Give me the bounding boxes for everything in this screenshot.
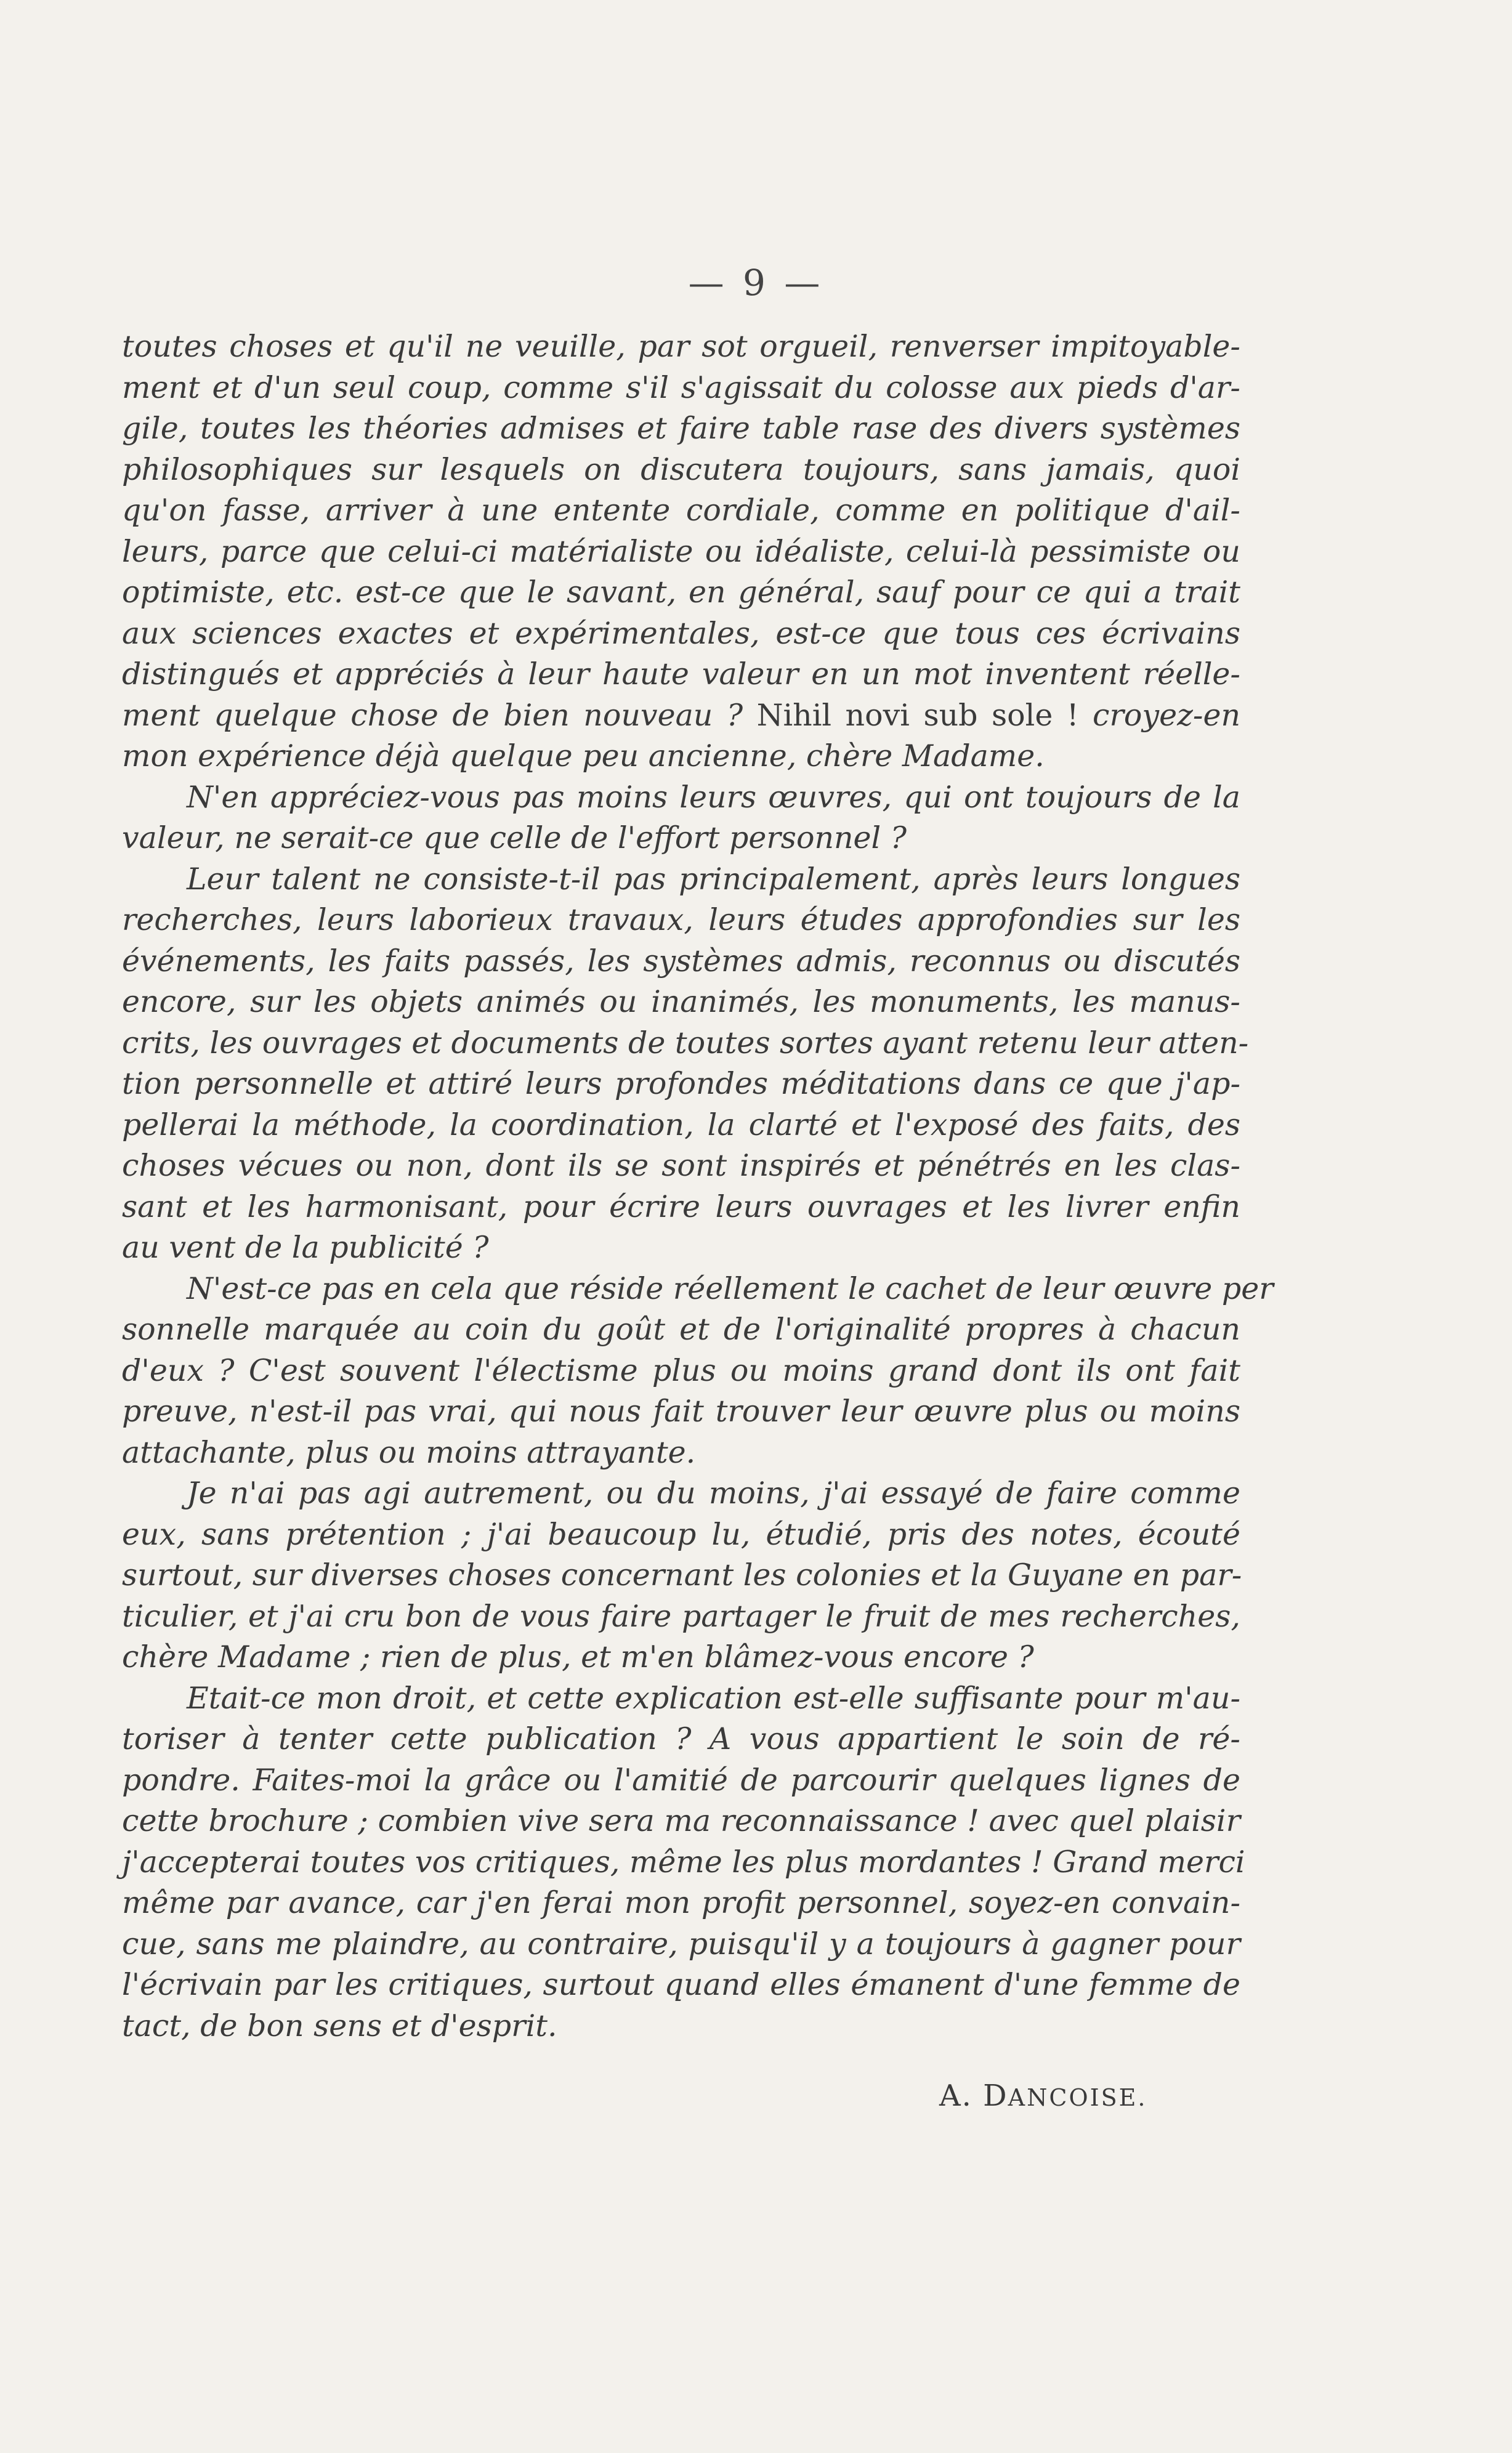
author-signature (939, 2079, 1147, 2113)
signature-rest: ANCOISE. (1008, 2084, 1147, 2111)
text-line: recherches, leurs laborieux travaux, leurs études approfondies sur les (122, 902, 1240, 937)
text-line: tact, de bon sens et d'esprit. (122, 2008, 557, 2043)
text-line: distingués et appréciés à leur haute valeur en un mot inventent réelle- (122, 657, 1240, 692)
text-line: au vent de la publicité ? (122, 1230, 489, 1265)
text-line: ment et d'un seul coup, comme s'il s'agissait du colosse aux pieds d'ar- (122, 370, 1240, 405)
text-line: cette brochure ; combien vive sera ma reconnaissance ! avec quel plaisir (122, 1803, 1240, 1838)
text-line: leurs, parce que celui-ci matérialiste ou idéaliste, celui-là pessimiste ou (122, 533, 1240, 569)
text-line: même par avance, car j'en ferai mon profit personnel, soyez-en convain- (122, 1885, 1240, 1920)
signature-initial: A. D (939, 2079, 1008, 2113)
text-line: surtout, sur diverses choses concernant les colonies et la Guyane en par- (122, 1558, 1242, 1593)
text-line: valeur, ne serait-ce que celle de l'effort personnel ? (122, 820, 907, 855)
text-line: N'est-ce pas en cela que réside réellement le cachet de leur œuvre per (187, 1271, 1274, 1306)
text-line: toutes choses et qu'il ne veuille, par sot orgueil, renverser impitoyable- (122, 329, 1240, 364)
text-segment: ment quelque chose de bien nouveau ? (122, 697, 743, 733)
text-line: j'accepterai toutes vos critiques, même les plus mordantes ! Grand merci (122, 1844, 1245, 1880)
text-line: pellerai la méthode, la coordination, la clarté et l'exposé des faits, des (122, 1107, 1240, 1142)
text-line: eux, sans prétention ; j'ai beaucoup lu, étudié, pris des notes, écouté (122, 1516, 1240, 1552)
text-line: cue, sans me plaindre, au contraire, puisqu'il y a toujours à gagner pour (122, 1926, 1240, 1962)
text-line: attachante, plus ou moins attrayante. (122, 1434, 696, 1470)
text-line: Je n'ai pas agi autrement, ou du moins, j'ai essayé de faire comme (187, 1476, 1240, 1511)
text-segment: croyez-en (1093, 697, 1241, 733)
text-line: pondre. Faites-moi la grâce ou l'amitié de parcourir quelques lignes de (122, 1762, 1240, 1798)
text-line: Etait-ce mon droit, et cette explication est-elle suffisante pour m'au- (187, 1680, 1240, 1716)
text-line: sonnelle marquée au coin du goût et de l'originalité propres à chacun (122, 1312, 1240, 1347)
text-line: aux sciences exactes et expérimentales, est-ce que tous ces écrivains (122, 615, 1240, 651)
text-line: toriser à tenter cette publication ? A vous appartient le soin de ré- (122, 1721, 1240, 1756)
latin-phrase: Nihil novi sub sole ! (756, 697, 1079, 733)
text-line: crits, les ouvrages et documents de toutes sortes ayant retenu leur atten- (122, 1025, 1249, 1061)
text-line: qu'on fasse, arriver à une entente cordiale, comme en politique d'ail- (122, 493, 1240, 528)
text-line: philosophiques sur lesquels on discutera toujours, sans jamais, quoi (122, 451, 1240, 487)
body-text (122, 326, 1274, 2047)
text-line: encore, sur les objets animés ou inanimés, les monuments, les manus- (122, 984, 1240, 1019)
text-line: d'eux ? C'est souvent l'électisme plus ou moins grand dont ils ont fait (122, 1352, 1240, 1388)
text-line: Leur talent ne consiste-t-il pas principalement, après leurs longues (187, 861, 1240, 897)
page-number: — 9 — (688, 262, 824, 304)
text-line-mixed (122, 695, 1240, 737)
text-line: tion personnelle et attiré leurs profondes méditations dans ce que j'ap- (122, 1066, 1240, 1101)
text-line: événements, les faits passés, les systèmes admis, reconnus ou discutés (122, 943, 1240, 979)
text-line: choses vécues ou non, dont ils se sont inspirés et pénétrés en les clas- (122, 1148, 1240, 1183)
text-line: optimiste, etc. est-ce que le savant, en général, sauf pour ce qui a trait (122, 575, 1240, 610)
text-line: N'en appréciez-vous pas moins leurs œuvres, qui ont toujours de la (187, 779, 1240, 815)
text-line: l'écrivain par les critiques, surtout quand elles émanent d'une femme de (122, 1967, 1240, 2002)
text-line: preuve, n'est-il pas vrai, qui nous fait trouver leur œuvre plus ou moins (122, 1394, 1240, 1429)
text-line: chère Madame ; rien de plus, et m'en blâmez-vous encore ? (122, 1639, 1034, 1675)
text-line: ticulier, et j'ai cru bon de vous faire partager le fruit de mes recherches, (122, 1598, 1240, 1634)
text-line: mon expérience déjà quelque peu ancienne, chère Madame. (122, 738, 1045, 774)
text-line: gile, toutes les théories admises et faire table rase des divers systèmes (122, 411, 1240, 446)
text-line: sant et les harmonisant, pour écrire leurs ouvrages et les livrer enfin (122, 1189, 1240, 1224)
